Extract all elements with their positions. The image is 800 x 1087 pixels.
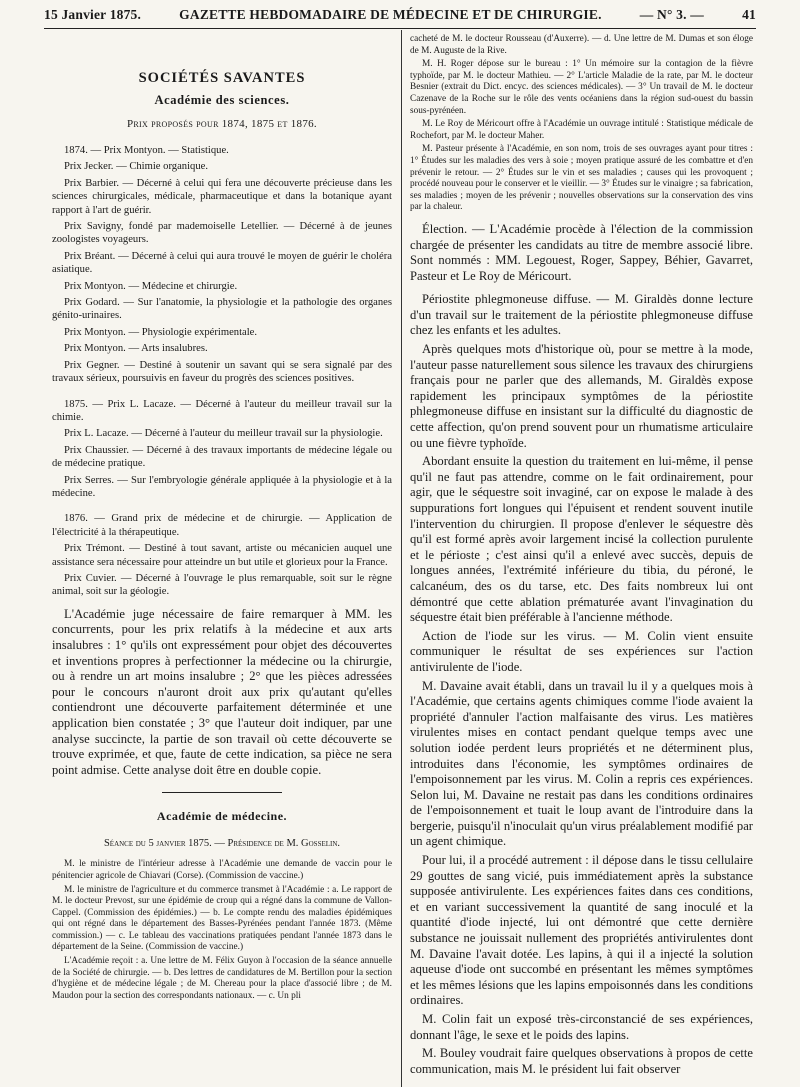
prize-entry: Prix Barbier. — Décerné à celui qui fera une découverte précieuse dans les sciences chirurgicales, médicale, pharmaceutique et dans la botanique ayant rapport à l'art de guérir. [52,177,392,216]
prize-entry: Prix Chaussier. — Décerné à des travaux importants de médecine légale ou de médecine pratique. [52,444,392,470]
body-paragraph: M. Colin fait un exposé très-circonstancié de ses expériences, donnant l'âge, le sexe et le poids des lapins. [410,1012,753,1042]
prize-entry: Prix Cuvier. — Décerné à l'ouvrage le plus remarquable, soit sur le règne animal, soit sur la géologie. [52,572,392,598]
body-paragraph: M. Davaine avait établi, dans un travail lu il y a quelques mois à l'Académie, que certains agents chimiques comme l'iode avaient la propriété d'annuler l'action malfaisante des virus. Les matières virulentes mises en contact pendant quelque temps avec une solution iodée perdent leurs propriétés et ne déterminent plus, introduites dans l'économie, les symptômes ordinaires de l'empoisonnement par les virus. M. Colin a repris ces expériences. Selon lui, M. Davaine ne restait pas dans les conditions ordinaires de l'empoisonnement et tuait le loup avant de l'introduire dans la bergerie, puisqu'il n'inoculait qu'un virus préalablement modifié par un agent chimique. [410,678,753,849]
correspondence-item: M. Pasteur présente à l'Académie, en son nom, trois de ses ouvrages ayant pour titres : 1° Études sur les maladies des vers à soie ; moyen pratique assuré de les combattre et d'en prévenir le retour. — 2° Études sur le vin et ses maladies ; causes qui les provoquent ; procédé nouveau pour le conserver et le vieillir. — 3° Études sur le vinaigre ; sa fabrication, ses maladies ; moyen de les prévenir ; nouvelles observations sur la conservation des vins par la chaleur. [410,144,753,213]
academy-notice: L'Académie juge nécessaire de faire remarquer à MM. les concurrents, pour les prix relatifs à la médecine et aux arts insalubres : 1° qu'ils ont expressément pour objet des découvertes et inventions propres à perfectionner la médecine ou la chirurgie, ou à rendre un art moins insalubre ; 2° que les pièces adressées pour le concours n'auront droit aux prix qu'autant qu'elles contiendront une découverte parfaitement déterminée et une application bien constatée ; 3° que l'auteur doit indiquer, par une analyse succincte, la partie de son travail où cette découverte se trouve exprimée, et que, faute de cette indication, sa pièce ne sera point admise. Cette analyse doit être en double copie. [52,606,392,777]
section-divider [162,792,282,793]
academy-sciences-title: Académie des sciences. [154,93,290,107]
academy-medicine-title: Académie de médecine. [156,809,288,824]
iode-intro: Action de l'iode sur les virus. — M. Colin vient ensuite communiquer le résultat de ses expériences sur l'action antivirulente de l'iode. [410,628,753,674]
header-page-number: 41 [742,7,756,22]
body-paragraph: M. Bouley voudrait faire quelques observations à propos de cette communication, mais M. le président lui fait observer [410,1046,753,1076]
page-header [44,4,756,26]
body-paragraph: Après quelques mots d'historique où, pour se mettre à la mode, l'auteur passe naturellement sous silence les travaux des chirurgiens français pour ne parler que des allemands, M. Giraldès expose rapidement les principaux symptômes de la périostite phlegmoneuse diffuse en insistant sur la difficulté du diagnostic de cette affection, qu'on prend souvent pour un rhumatisme articulaire ou une fièvre typhoïde. [410,342,753,450]
correspondence-item: L'Académie reçoit : a. Une lettre de M. Félix Guyon à l'occasion de la séance annuelle de la Société de chirurgie. — b. Des lettres de candidatures de M. Bertillon pour la section d'hygiène et de médecine légale ; de M. Chereau pour la place d'associé libre ; de M. Maudon pour la section des correspondants nationaux. — c. Un pli [52,956,392,1001]
prize-entry: 1875. — Prix L. Lacaze. — Décerné à l'auteur du meilleur travail sur la chimie. [52,398,392,423]
prizes-title: Prix proposés pour 1874, 1875 et 1876. [127,118,317,130]
correspondence-item: M. le ministre de l'intérieur adresse à l'Académie une demande de vaccin pour le pénitencier agricole de Chiavari (Corse). (Commission de vaccine.) [52,859,392,881]
column-divider [401,30,402,1087]
correspondence-item: cacheté de M. le docteur Rousseau (d'Auxerre). — d. Une lettre de M. Dumas et son éloge de M. Auguste de la Rive. [410,34,753,56]
prize-entry: Prix L. Lacaze. — Décerné à l'auteur du meilleur travail sur la physiologie. [64,428,383,440]
prize-entry: Prix Savigny, fondé par mademoiselle Letellier. — Décerné à de jeunes zoologistes voyageurs. [52,221,392,246]
periostite-intro: Périostite phlegmoneuse diffuse. — M. Giraldès donne lecture d'un travail sur le traitement de la périostite phlegmoneuse diffuse chez les enfants et les adultes. [410,292,753,338]
body-paragraph: Pour lui, il a procédé autrement : il dépose dans le tissu cellulaire 29 gouttes de sang vicié, puis immédiatement après la substance supposée antivirulente. Les expériences faites dans ces conditions, et en variant successivement la quantité de sang inoculé et la quantité d'iode injecté, lui ont démontré que cette dernière substance ne jouissait nullement des propriétés antivirulentes dont M. Davaine l'avait dotée. Les lapins, à qui il a injecté la solution aqueuse d'iode ont succombé en présentant les mêmes symptômes et les mêmes lésions que les lapins empoisonnés dans les conditions ordinaires. [410,853,753,1008]
prize-entry: Prix Bréant. — Décerné à celui qui aura trouvé le moyen de guérir le choléra asiatique. [52,250,392,276]
session-line: Séance du 5 janvier 1875. — Présidence de M. Gosselin. [103,838,341,850]
correspondence-item: M. H. Roger dépose sur le bureau : 1° Un mémoire sur la contagion de la fièvre typhoïde, par M. le docteur Mathieu. — 2° L'article Maladie de la rate, par M. le docteur Besnier (extrait du Dict. encyc. des sciences médicales). — 3° Un travail de M. le docteur Cazenave de la Roche sur le rôle des vents océaniens dans la région sud-ouest du bassin sous-pyrénéen. [410,59,753,116]
section-title: SOCIÉTÉS SAVANTES [138,70,306,86]
header-date: 15 Janvier 1875. [44,7,142,22]
prize-entry: Prix Godard. — Sur l'anatomie, la physiologie et la pathologie des organes génito-urinaires. [52,297,392,322]
prize-entry: Prix Trémont. — Destiné à tout savant, artiste ou mécanicien auquel une assistance sera nécessaire pour atteindre un but utile et glorieux pour la France. [52,543,392,568]
prize-entry: Prix Montyon. — Arts insalubres. [64,343,208,355]
left-column [52,34,392,1087]
right-column [410,34,753,1087]
prize-entry: Prix Gegner. — Destiné à soutenir un savant qui se sera signalé par des travaux sérieux, poursuivis en faveur du progrès des sciences positives. [52,359,392,385]
prize-entry: Prix Montyon. — Médecine et chirurgie. [64,280,238,292]
header-journal-title: GAZETTE HEBDOMADAIRE DE MÉDECINE ET DE CHIRURGIE. [179,7,602,22]
prize-entry: Prix Montyon. — Physiologie expérimentale. [64,326,258,338]
body-paragraph: Abordant ensuite la question du traitement en lui-même, il pense qu'il ne faut pas attendre, comme on le fait ordinairement, pour agir, que le séquestre soit invaginé, car on expose le malade à des suppurations fort longues qui l'épuisent et rendent souvent inutile l'intervention du chirurgien. Il propose d'enlever le séquestre dès qu'il est formé après avoir largement incisé la collection purulente et le périoste ; c'est ainsi qu'il a enlevé avec succès, depuis de longues années, l'extrémité inférieure du tibia, du péroné, le calcanéum, des os du tarse, etc. Des faits nombreux lui ont démontré que cette ablation prématurée avant l'invagination du séquestre était bien préférable à l'ancienne méthode. [410,454,753,625]
prize-entry: 1876. — Grand prix de médecine et de chirurgie. — Application de l'électricité à la thérapeutique. [52,513,392,538]
header-issue: — N° 3. — [639,7,704,22]
prize-entry: Prix Serres. — Sur l'embryologie générale appliquée à la physiologie et à la médecine. [52,474,392,499]
header-rule [44,28,756,29]
election-paragraph: Élection. — L'Académie procède à l'élection de la commission chargée de présenter les candidats au titre de membre associé libre. Sont nommés : MM. Legouest, Roger, Sappey, Béhier, Gavarret, Pasteur et Le Roy de Méricourt. [410,221,753,283]
correspondence-item: M. Le Roy de Méricourt offre à l'Académie un ouvrage intitulé : Statistique médicale de Rochefort, par M. le docteur Maher. [410,119,753,141]
prize-entry: Prix Jecker. — Chimie organique. [64,161,208,173]
prize-entry: 1874. — Prix Montyon. — Statistique. [64,145,229,156]
correspondence-item: M. le ministre de l'agriculture et du commerce transmet à l'Académie : a. Le rapport de M. le docteur Prevost, sur une épidémie de croup qui a régné dans la commune de Vallon-Cappel. (Commission des épidémies.) — b. Le compte rendu des maladies épidémiques qui ont régné dans le département des Basses-Pyrénées pendant l'année 1873. (Même commission.) — c. Le tableau des vaccinations pratiquées pendant l'année 1873 dans le département de la Seine. (Commission de vaccine.) [52,884,392,953]
